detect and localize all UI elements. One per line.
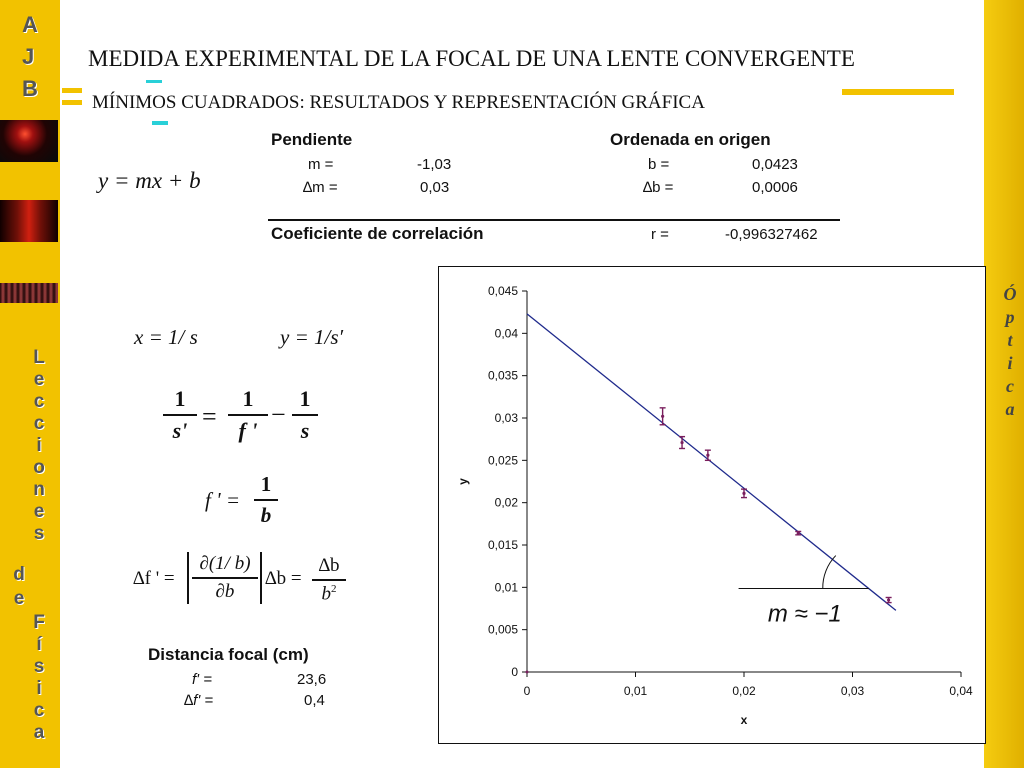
- x-definition: x = 1/ s: [134, 325, 198, 349]
- y-tick-label: 0: [511, 665, 518, 679]
- fisica-char: a: [33, 722, 45, 743]
- lens-num-2: 1: [242, 386, 254, 411]
- optica-char: i: [1007, 353, 1013, 373]
- initial-b: B: [22, 76, 38, 101]
- b-label: b =: [648, 156, 670, 173]
- data-point: [887, 598, 890, 601]
- x-axis-label: x: [740, 713, 748, 727]
- dm-value: 0,03: [420, 179, 450, 196]
- x-tick-label: 0,02: [732, 684, 756, 698]
- slope-header: Pendiente: [271, 130, 353, 149]
- partial-num: ∂(1/ b): [199, 553, 251, 574]
- r-label: r =: [651, 226, 669, 243]
- decor-bar-2: [62, 100, 82, 105]
- lens-num-3: 1: [299, 386, 311, 411]
- lecciones-char: n: [33, 479, 45, 500]
- db-value: 0,0006: [752, 179, 798, 196]
- lecciones-char: i: [36, 435, 42, 456]
- lab-photo-1: [0, 120, 58, 162]
- data-point: [661, 415, 664, 418]
- y-tick-label: 0,015: [487, 538, 518, 552]
- page-title: MEDIDA EXPERIMENTAL DE LA FOCAL DE UNA LENTE CONVERGENTE: [88, 46, 855, 71]
- lens-num-1: 1: [174, 386, 186, 411]
- db-label: ∆b =: [643, 179, 674, 196]
- m-value: -1,03: [417, 156, 452, 173]
- decor-dash-1: [146, 80, 162, 83]
- focal-f-value: 23,6: [297, 671, 327, 688]
- data-point: [680, 441, 683, 444]
- lecciones-char: o: [33, 457, 45, 478]
- lecciones-char: s: [33, 523, 45, 544]
- b-squared-exp: 2: [331, 582, 337, 595]
- data-point: [797, 532, 800, 535]
- focal-df-value: 0,4: [304, 692, 325, 709]
- intercept-header: Ordenada en origen: [610, 130, 771, 149]
- y-tick-label: 0,005: [487, 622, 518, 637]
- optica-char: Ó: [1003, 284, 1017, 304]
- lab-photo-3: [0, 283, 58, 303]
- fisica-char: s: [33, 656, 45, 677]
- divider-rule: [268, 219, 840, 221]
- initial-a: A: [22, 12, 38, 37]
- lens-den-s: s: [300, 417, 310, 443]
- y-definition: y = 1/s′: [280, 325, 344, 349]
- focal-df-label: ∆f' =: [184, 692, 214, 709]
- y-tick-label: 0,02: [494, 495, 518, 510]
- df-lhs: ∆f ' =: [133, 568, 175, 589]
- y-axis-label: y: [456, 478, 470, 485]
- optica-char: p: [1005, 307, 1015, 327]
- lecciones-char: c: [33, 391, 45, 412]
- focal-eq-lhs: f ' =: [205, 488, 240, 512]
- focal-eq-num: 1: [260, 472, 272, 496]
- slope-annotation: m ≈ −1: [767, 600, 842, 628]
- y-tick-label: 0,025: [487, 453, 518, 468]
- de-char: d: [13, 564, 25, 585]
- optica-char: c: [1006, 376, 1014, 396]
- y-tick-label: 0,045: [487, 284, 518, 298]
- lecciones-char: e: [33, 369, 45, 390]
- x-tick-label: 0,03: [840, 684, 865, 698]
- fisica-char: i: [36, 678, 42, 699]
- m-label: m =: [308, 156, 334, 173]
- chart-frame: [438, 266, 986, 744]
- fisica-char: í: [36, 634, 42, 655]
- focal-f-label: f' =: [192, 671, 212, 688]
- fisica-char: c: [33, 700, 45, 721]
- y-tick-label: 0,035: [487, 368, 518, 383]
- lens-den-f-prime: f ': [238, 417, 258, 443]
- fisica-char: F: [33, 612, 45, 633]
- lab-photo-2: [0, 200, 58, 242]
- x-tick-label: 0: [523, 684, 531, 698]
- db-times: ∆b =: [265, 568, 302, 589]
- line-equation: y = mx + b: [98, 168, 201, 193]
- delta-b-num: ∆b: [318, 555, 340, 576]
- fit-line: [527, 314, 896, 611]
- lecciones-char: L: [33, 347, 45, 368]
- decor-dash-2: [152, 121, 168, 125]
- data-point: [742, 492, 745, 495]
- focal-eq-den: b: [260, 502, 272, 527]
- page-subtitle: MÍNIMOS CUADRADOS: RESULTADOS Y REPRESENTACIÓN GRÁFICA: [92, 92, 705, 113]
- origin-marker: [526, 671, 529, 674]
- r-value: -0,996327462: [725, 226, 818, 243]
- de-char: e: [13, 588, 25, 609]
- b-squared-base: b: [321, 582, 331, 604]
- correlation-header: Coeficiente de correlación: [271, 224, 484, 243]
- decor-bar-3: [842, 89, 954, 95]
- b-value: 0,0423: [752, 156, 798, 173]
- y-tick-label: 0,04: [494, 326, 518, 341]
- data-point: [706, 454, 709, 457]
- partial-den: ∂b: [215, 580, 235, 602]
- optica-char: t: [1007, 330, 1013, 350]
- x-tick-label: 0,04: [949, 684, 973, 698]
- optica-char: a: [1005, 399, 1015, 419]
- initial-j: J: [22, 44, 35, 69]
- decor-bar-1: [62, 88, 82, 93]
- lecciones-char: c: [33, 413, 45, 434]
- x-tick-label: 0,01: [623, 684, 648, 698]
- y-tick-label: 0,01: [494, 580, 518, 595]
- dm-label: ∆m =: [303, 179, 338, 196]
- scatter-chart: [439, 267, 985, 743]
- focal-header: Distancia focal (cm): [148, 645, 309, 664]
- lecciones-char: e: [33, 501, 45, 522]
- lens-den-s-prime: s': [172, 417, 188, 443]
- y-tick-label: 0,03: [494, 411, 518, 425]
